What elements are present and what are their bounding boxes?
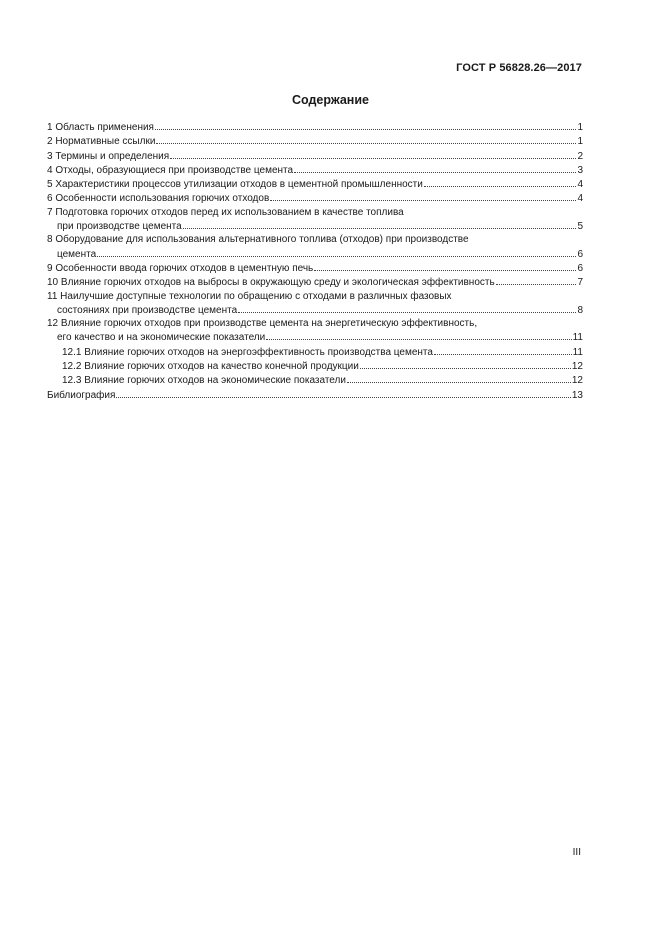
- toc-dot-leader: [183, 219, 577, 229]
- toc-entry-title: 6 Особенности использования горючих отходов: [47, 193, 270, 205]
- toc-entry[interactable]: [47, 317, 583, 345]
- toc-entry[interactable]: [47, 206, 583, 234]
- toc-entry-page: 12: [571, 361, 583, 373]
- toc-entry-title: Библиография: [47, 389, 116, 401]
- toc-entry-page: 4: [577, 179, 583, 191]
- toc-entry-page: 7: [577, 277, 583, 289]
- toc-entry-page: 4: [577, 193, 583, 205]
- toc-entry-title: 12.3 Влияние горючих отходов на экономические показатели: [62, 375, 346, 387]
- toc-entry-page: 13: [571, 389, 583, 401]
- toc-dot-leader: [496, 275, 577, 285]
- toc-entry-page: 1: [577, 122, 583, 133]
- toc-entry-title: 3 Термины и определения: [47, 150, 170, 162]
- toc-dot-leader: [155, 120, 576, 130]
- toc-entry[interactable]: [47, 261, 583, 275]
- toc-entry-title: 12.2 Влияние горючих отходов на качество конечной продукции: [62, 361, 359, 373]
- toc-entry-page: 11: [572, 332, 583, 344]
- toc-entry-page: 1: [577, 136, 583, 148]
- toc-entry-title: при производстве цемента: [57, 221, 182, 233]
- toc-entry-page: 6: [577, 248, 583, 260]
- toc-entry-title: 12.1 Влияние горючих отходов на энергоэффективность производства цемента: [62, 346, 433, 358]
- toc-entry-title: 5 Характеристики процессов утилизации отходов в цементной промышленности: [47, 179, 423, 191]
- toc-entry[interactable]: [47, 177, 583, 191]
- toc-dot-leader: [97, 247, 576, 257]
- toc-entry-title: 12 Влияние горючих отходов при производстве цемента на энергетическую эффективность,: [47, 318, 478, 330]
- toc-entry-title: 10 Влияние горючих отходов на выбросы в окружающую среду и экологическая эффективность: [47, 277, 495, 289]
- toc-entry-title: 11 Наилучшие доступные технологии по обращению с отходами в различных фазовых: [47, 290, 452, 302]
- document-code-header: ГОСТ Р 56828.26—2017: [456, 62, 582, 74]
- toc-entry-page: 6: [577, 262, 583, 274]
- toc-entry[interactable]: [47, 345, 583, 359]
- page-title: Содержание: [291, 93, 369, 107]
- toc-dot-leader: [424, 177, 577, 187]
- toc-entry-page: 8: [577, 304, 583, 316]
- toc-dot-leader: [294, 163, 576, 173]
- page-number: III: [572, 847, 581, 858]
- toc-dot-leader: [266, 330, 571, 340]
- toc-dot-leader: [314, 261, 576, 271]
- toc-entry-title: 4 Отходы, образующиеся при производстве цемента: [47, 164, 294, 176]
- toc-entry[interactable]: [47, 120, 583, 134]
- toc-entry-page: 11: [572, 346, 583, 358]
- toc-entry[interactable]: [47, 388, 583, 402]
- toc-dot-leader: [116, 388, 570, 398]
- toc-entry-title: 7 Подготовка горючих отходов перед их использованием в качестве топлива: [47, 206, 404, 218]
- toc-entry[interactable]: [47, 233, 583, 261]
- toc-entry-title: 1 Область применения: [47, 122, 154, 133]
- toc-entry[interactable]: [47, 290, 583, 318]
- toc-entry-page: 12: [571, 375, 583, 387]
- toc-entry-title: цемента: [57, 248, 97, 260]
- toc-entry-title: состояниях при производстве цемента: [57, 304, 238, 316]
- toc-entry[interactable]: [47, 359, 583, 373]
- toc-dot-leader: [170, 149, 576, 159]
- toc-dot-leader: [434, 345, 572, 355]
- toc-dot-leader: [156, 134, 576, 144]
- toc-entry[interactable]: [47, 191, 583, 205]
- toc-entry-page: 5: [577, 221, 583, 233]
- toc-entry-title: 8 Оборудование для использования альтернативного топлива (отходов) при производстве: [47, 234, 469, 246]
- toc-dot-leader: [360, 359, 571, 369]
- toc-entry-page: 2: [577, 150, 583, 162]
- toc-dot-leader: [238, 303, 576, 313]
- toc-entry[interactable]: [47, 373, 583, 387]
- toc-entry[interactable]: [47, 134, 583, 148]
- toc-dot-leader: [347, 373, 571, 383]
- toc-entry[interactable]: [47, 163, 583, 177]
- toc-entry[interactable]: [47, 149, 583, 163]
- toc-dot-leader: [270, 191, 576, 201]
- toc-entry[interactable]: [47, 275, 583, 289]
- toc-entry-page: 3: [577, 164, 583, 176]
- toc-entry-title: 9 Особенности ввода горючих отходов в цементную печь: [47, 262, 314, 274]
- table-of-contents: [47, 120, 583, 402]
- toc-entry-title: его качество и на экономические показатели: [57, 332, 266, 344]
- toc-entry-title: 2 Нормативные ссылки: [47, 136, 156, 148]
